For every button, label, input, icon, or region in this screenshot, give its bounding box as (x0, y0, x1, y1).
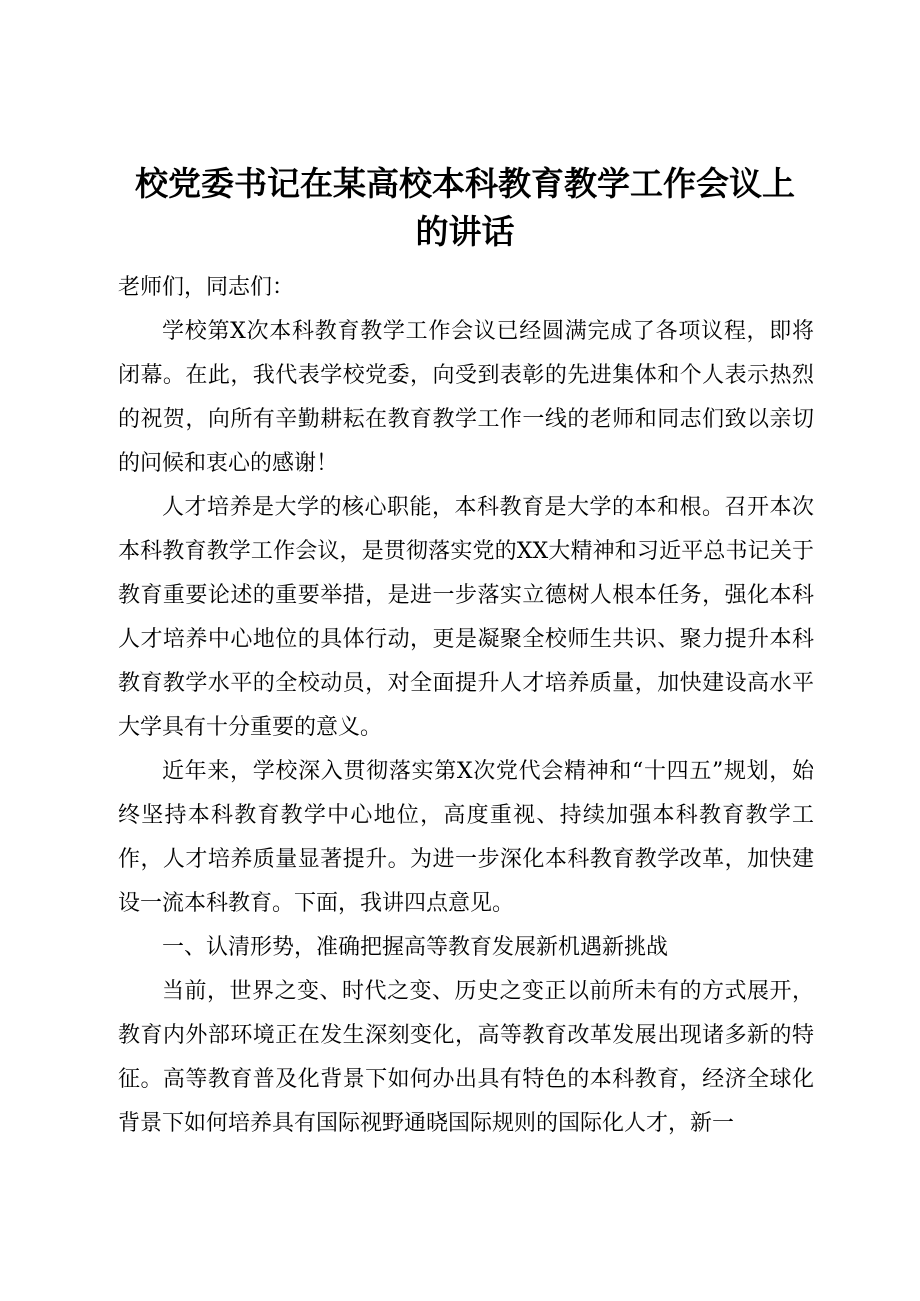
title-line-1: 校党委书记在某高校本科教育教学工作会议上 (135, 164, 795, 203)
paragraph-opening: 学校第X次本科教育教学工作会议已经圆满完成了各项议程，即将闭幕。在此，我代表学校党委，向受到表彰的先进集体和个人表示热烈的祝贺，向所有辛勤耕耘在教育教学工作一线的老师和同志们致以亲切的问候和衷心的感谢！ (118, 319, 814, 476)
document-body (118, 266, 814, 1146)
paragraph-recent-years: 近年来，学校深入贯彻落实第X次党代会精神和“十四五”规划，始终坚持本科教育教学中心地位，高度重视、持续加强本科教育教学工作，人才培养质量显著提升。为进一步深化本科教育教学改革，加快建设一流本科教育。下面，我讲四点意见。 (118, 759, 814, 916)
salutation: 老师们，同志们： (118, 275, 295, 300)
section-heading: 一、认清形势，准确把握高等教育发展新机遇新挑战 (162, 935, 669, 960)
document-title (120, 160, 810, 256)
paragraph-situation: 当前，世界之变、时代之变、历史之变正以前所未有的方式展开，教育内外部环境正在发生深刻变化，高等教育改革发展出现诸多新的特征。高等教育普及化背景下如何办出具有特色的本科教育，经济全球化背景下如何培养具有国际视野通晓国际规则的国际化人才，新一 (118, 979, 814, 1136)
paragraph-talent-training: 人才培养是大学的核心职能，本科教育是大学的本和根。召开本次本科教育教学工作会议，是贯彻落实党的XX大精神和习近平总书记关于教育重要论述的重要举措，是进一步落实立德树人根本任务，强化本科人才培养中心地位的具体行动，更是凝聚全校师生共识、聚力提升本科教育教学水平的全校动员，对全面提升人才培养质量，加快建设高水平大学具有十分重要的意义。 (118, 495, 814, 740)
title-line-2: 的讲话 (415, 212, 515, 251)
